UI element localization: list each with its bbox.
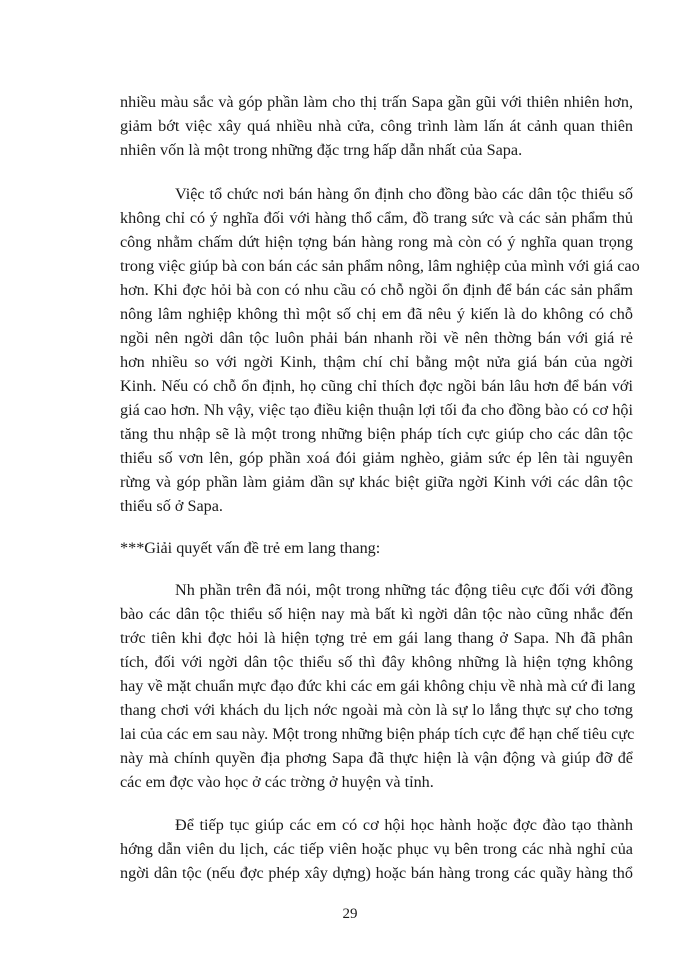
text-line: rừng và góp phần làm giảm dần sự khác biệt giữa ngời Kinh với các dân tộc (120, 473, 633, 491)
text-line: các em đợc vào học ở các trờng ở huyện và tỉnh. (120, 773, 434, 791)
text-line: công nhằm chấm dứt hiện tợng bán hàng rong mà còn có ý nghĩa quan trọng (120, 233, 633, 251)
text-line: này mà chính quyền địa phơng Sapa đã thực hiện là vận động và giúp đỡ để (120, 749, 633, 767)
text-line: bào các dân tộc thiểu số hiện nay mà bất kì ngời dân tộc nào cũng nhắc đến (120, 605, 633, 623)
text-line: không chỉ có ý nghĩa đối với hàng thổ cẩm, đồ trang sức và các sản phẩm thủ (120, 209, 633, 227)
text-line: hớng dẫn viên du lịch, các tiếp viên hoặc phục vụ bên trong các nhà nghỉ của (120, 840, 633, 858)
text-line: hơn nhiều so với ngời Kinh, thậm chí chỉ bằng một nửa giá bán của ngời (120, 353, 633, 371)
text-line: ngồi nên ngời dân tộc luôn phải bán nhanh rồi về nên thờng bán với giá rẻ (120, 329, 633, 347)
text-line: giảm bớt việc xây quá nhiều nhà cửa, công trình làm lấn át cảnh quan thiên (120, 117, 633, 135)
section-heading: ***Giải quyết vấn đề trẻ em lang thang: (120, 539, 381, 557)
text-line: trớc tiên khi đợc hỏi là hiện tợng trẻ em gái lang thang ở Sapa. Nh đã phân (120, 629, 633, 647)
text-line: Để tiếp tục giúp các em có cơ hội học hành hoặc đợc đào tạo thành (175, 816, 633, 834)
text-line: ngời dân tộc (nếu đợc phép xây dựng) hoặc bán hàng trong các quầy hàng thổ (120, 864, 633, 882)
text-line: Việc tổ chức nơi bán hàng ổn định cho đồng bào các dân tộc thiểu số (175, 185, 633, 203)
text-line: tăng thu nhập sẽ là một trong những biện pháp tích cực giúp cho các dân tộc (120, 425, 633, 443)
text-line: thiểu số ở Sapa. (120, 497, 223, 515)
text-line: nhiên vốn là một trong những đặc trng hấp dẫn nhất của Sapa. (120, 141, 523, 159)
text-line: hơn. Khi đợc hỏi bà con có nhu cầu có chỗ ngồi ổn định để bán các sản phẩm (120, 281, 633, 299)
text-line: tích, đối với ngời dân tộc thiểu số thì đây không những là hiện tợng không (120, 653, 633, 671)
text-line: lai của các em sau này. Một trong những biện pháp tích cực để hạn chế tiêu cực (120, 725, 635, 743)
text-line: thiểu số vơn lên, góp phần xoá đói giảm nghèo, giảm sức ép lên tài nguyên (120, 449, 633, 467)
text-line: nhiều màu sắc và góp phần làm cho thị trấn Sapa gần gũi với thiên nhiên hơn, (120, 93, 633, 111)
text-line: Kinh. Nếu có chỗ ổn định, họ cũng chỉ thích đợc ngồi bán lâu hơn để bán với (120, 377, 633, 395)
text-line: nông lâm nghiệp không thì một số chị em đã nêu ý kiến là do không có chỗ (120, 305, 633, 323)
text-line: trong việc giúp bà con bán các sản phẩm nông, lâm nghiệp của mình với giá cao (120, 257, 640, 275)
text-line: Nh phần trên đã nói, một trong những tác động tiêu cực đối với đồng (175, 581, 633, 599)
text-line: giá cao hơn. Nh vậy, việc tạo điều kiện thuận lợi tối đa cho đồng bào có cơ hội (120, 401, 633, 419)
page-number: 29 (342, 906, 358, 922)
text-line: thang chơi với khách du lịch nớc ngoài mà còn là sự lo lắng thực sự cho tơng (120, 701, 633, 719)
text-line: hay về mặt chuẩn mực đạo đức khi các em gái không chịu về nhà mà cứ đi lang (120, 677, 636, 695)
